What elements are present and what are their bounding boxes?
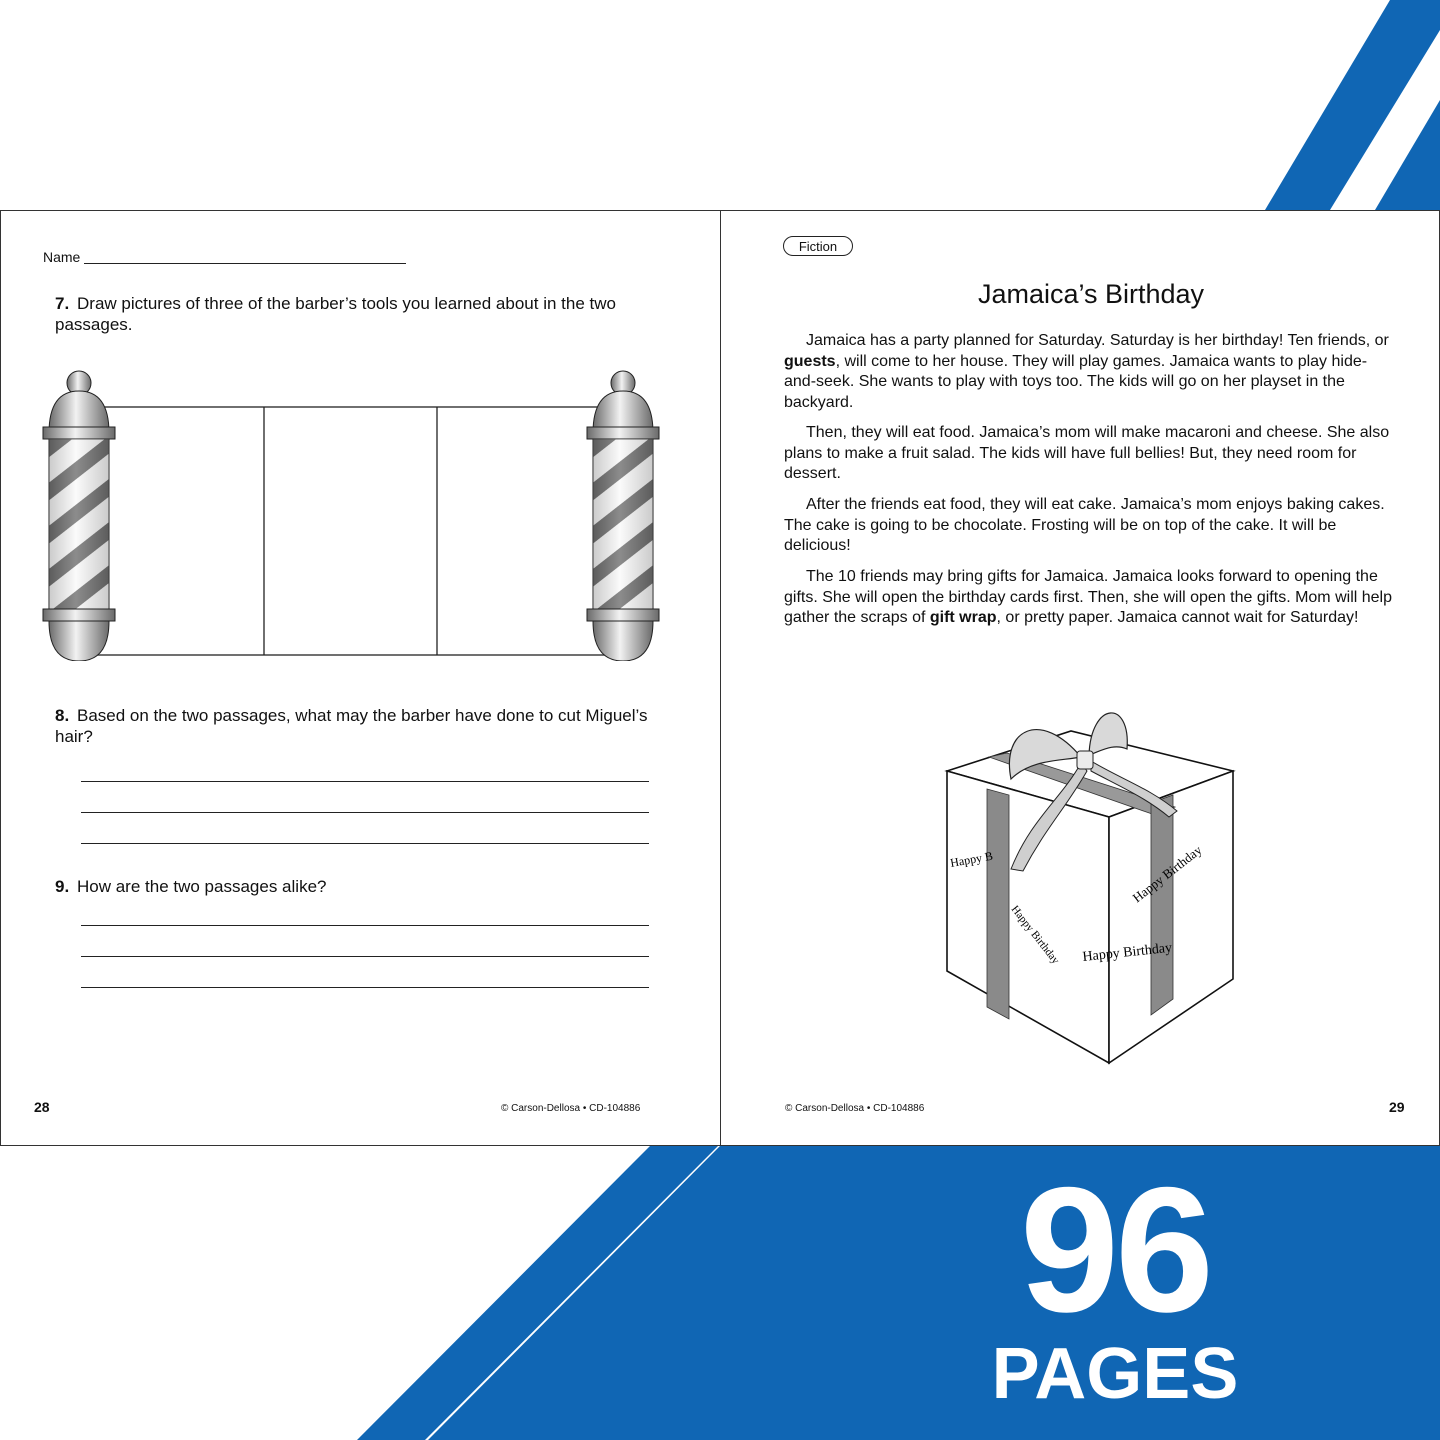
bow-knot <box>1077 751 1093 769</box>
ribbon-left <box>987 789 1009 1019</box>
gift-text-right-top: Happy Birthday <box>1129 842 1205 906</box>
left-page-number: 28 <box>34 1099 50 1115</box>
question-8-text: Based on the two passages, what may the barber have done to cut Miguel’s hair? <box>55 706 648 746</box>
question-9 <box>55 876 655 897</box>
question-7-text: Draw pictures of three of the barber’s tools you learned about in the two passages. <box>55 294 616 334</box>
page-count-label: PAGES <box>991 1334 1239 1414</box>
story-paragraph-2: Then, they will eat food. Jamaica’s mom will make macaroni and cheese. She also plans to make a fruit salad. The kids will have full bellies! But, they need room for dessert. <box>784 424 1390 482</box>
ribbon-right <box>1151 795 1173 1015</box>
name-underline[interactable] <box>84 263 406 264</box>
right-story-page <box>720 210 1440 1146</box>
barber-pole-drawing-frame <box>39 361 679 661</box>
question-7 <box>55 293 655 335</box>
gift-text-left-diag: Happy Birthday <box>1008 903 1062 967</box>
genre-tag: Fiction <box>783 236 853 256</box>
name-label: Name <box>43 249 81 265</box>
name-field[interactable] <box>43 249 406 265</box>
right-page-number: 29 <box>1389 1099 1405 1115</box>
story-title: Jamaica’s Birthday <box>977 279 1205 309</box>
barber-pole-right <box>587 371 659 661</box>
bottom-blue-band <box>428 1146 1440 1440</box>
question-7-number: 7. <box>55 294 70 313</box>
question-8 <box>55 705 655 747</box>
question-8-number: 8. <box>55 706 70 725</box>
q8-answer-line-1[interactable] <box>81 781 649 782</box>
vocab-guests: guests <box>784 352 836 370</box>
gift-box-illustration <box>941 699 1261 1069</box>
q9-answer-line-2[interactable] <box>81 956 649 957</box>
left-worksheet-page <box>0 210 721 1146</box>
story-paragraph-4: The 10 friends may bring gifts for Jamaica. Jamaica looks forward to opening the gifts. She will open the birthday cards first. Then, she will open the gifts. Mom will help gather the scraps of gift wrap, or pretty paper. Jamaica cannot wait for Saturday! <box>784 568 1392 626</box>
left-copyright: © Carson-Dellosa • CD-104886 <box>501 1103 641 1114</box>
q9-answer-line-3[interactable] <box>81 987 649 988</box>
barber-pole-left <box>43 371 115 661</box>
page-count-number: 96 <box>1020 1150 1210 1349</box>
vocab-gift-wrap: gift wrap <box>929 609 997 626</box>
question-9-text: How are the two passages alike? <box>77 877 327 896</box>
q8-answer-line-2[interactable] <box>81 812 649 813</box>
q9-answer-line-1[interactable] <box>81 925 649 926</box>
gift-text-front: Happy Birthday <box>1081 940 1173 965</box>
gift-text-left: Happy B <box>949 848 994 870</box>
question-9-number: 9. <box>55 877 70 896</box>
story-paragraph-3: After the friends eat food, they will eat cake. Jamaica’s mom enjoys baking cakes. The cake is going to be chocolate. Frosting will be on top of the cake. It will be delicious! <box>784 496 1385 554</box>
story-paragraph-1: Jamaica has a party planned for Saturday. Saturday is her birthday! Ten friends, or guests, will come to her house. They will play games. Jamaica wants to play hide-and-seek. She wants to play with toys too. The kids will go on her playset in the backyard. <box>784 332 1389 411</box>
right-copyright: © Carson-Dellosa • CD-104886 <box>785 1103 925 1114</box>
q8-answer-line-3[interactable] <box>81 843 649 844</box>
